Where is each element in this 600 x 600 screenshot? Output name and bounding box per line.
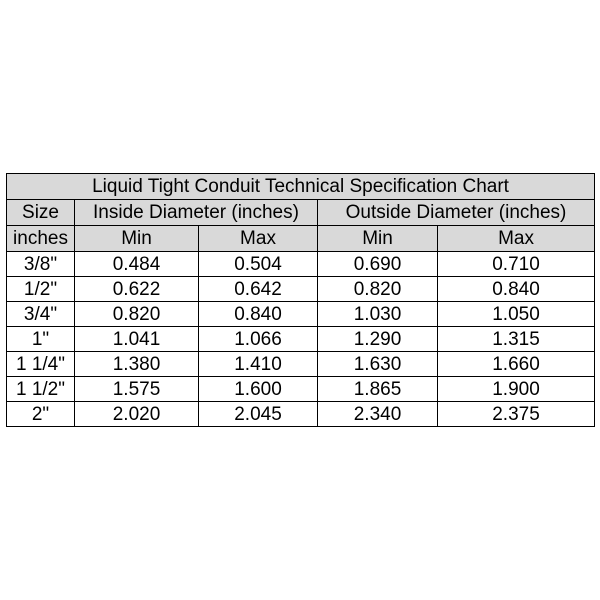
table-row bbox=[7, 277, 595, 302]
cell-inside-min: 1.041 bbox=[75, 327, 199, 352]
cell-outside-max: 1.900 bbox=[438, 377, 595, 402]
spec-table bbox=[6, 173, 595, 427]
cell-inside-max: 2.045 bbox=[199, 402, 318, 427]
cell-outside-min: 2.340 bbox=[318, 402, 438, 427]
cell-inside-min: 0.622 bbox=[75, 277, 199, 302]
table-row bbox=[7, 252, 595, 277]
cell-outside-max: 1.315 bbox=[438, 327, 595, 352]
table-row bbox=[7, 377, 595, 402]
table-title: Liquid Tight Conduit Technical Specification Chart bbox=[7, 174, 595, 200]
cell-inside-min: 2.020 bbox=[75, 402, 199, 427]
header-outside-max: Max bbox=[438, 226, 595, 252]
header-outside-min: Min bbox=[318, 226, 438, 252]
cell-outside-max: 0.840 bbox=[438, 277, 595, 302]
cell-size: 3/8" bbox=[7, 252, 75, 277]
header-inside-diameter: Inside Diameter (inches) bbox=[75, 200, 318, 226]
cell-outside-min: 1.030 bbox=[318, 302, 438, 327]
cell-inside-max: 0.840 bbox=[199, 302, 318, 327]
cell-size: 1 1/2" bbox=[7, 377, 75, 402]
header-unit: inches bbox=[7, 226, 75, 252]
cell-outside-min: 0.820 bbox=[318, 277, 438, 302]
cell-inside-max: 1.410 bbox=[199, 352, 318, 377]
header-inside-min: Min bbox=[75, 226, 199, 252]
table-row bbox=[7, 402, 595, 427]
cell-outside-min: 1.290 bbox=[318, 327, 438, 352]
title-row bbox=[7, 174, 595, 200]
cell-size: 1" bbox=[7, 327, 75, 352]
cell-inside-min: 0.484 bbox=[75, 252, 199, 277]
cell-outside-max: 1.050 bbox=[438, 302, 595, 327]
cell-outside-max: 0.710 bbox=[438, 252, 595, 277]
table-row bbox=[7, 302, 595, 327]
header-outside-diameter: Outside Diameter (inches) bbox=[318, 200, 595, 226]
cell-inside-max: 1.066 bbox=[199, 327, 318, 352]
cell-outside-min: 1.630 bbox=[318, 352, 438, 377]
table-row bbox=[7, 352, 595, 377]
cell-outside-max: 1.660 bbox=[438, 352, 595, 377]
cell-size: 3/4" bbox=[7, 302, 75, 327]
table-row bbox=[7, 327, 595, 352]
cell-size: 1/2" bbox=[7, 277, 75, 302]
cell-inside-max: 1.600 bbox=[199, 377, 318, 402]
cell-inside-max: 0.642 bbox=[199, 277, 318, 302]
header-row-2 bbox=[7, 226, 595, 252]
cell-outside-max: 2.375 bbox=[438, 402, 595, 427]
cell-inside-min: 1.575 bbox=[75, 377, 199, 402]
cell-inside-min: 1.380 bbox=[75, 352, 199, 377]
header-size: Size bbox=[7, 200, 75, 226]
cell-outside-min: 0.690 bbox=[318, 252, 438, 277]
cell-size: 2" bbox=[7, 402, 75, 427]
cell-outside-min: 1.865 bbox=[318, 377, 438, 402]
header-row-1 bbox=[7, 200, 595, 226]
cell-size: 1 1/4" bbox=[7, 352, 75, 377]
header-inside-max: Max bbox=[199, 226, 318, 252]
cell-inside-min: 0.820 bbox=[75, 302, 199, 327]
cell-inside-max: 0.504 bbox=[199, 252, 318, 277]
